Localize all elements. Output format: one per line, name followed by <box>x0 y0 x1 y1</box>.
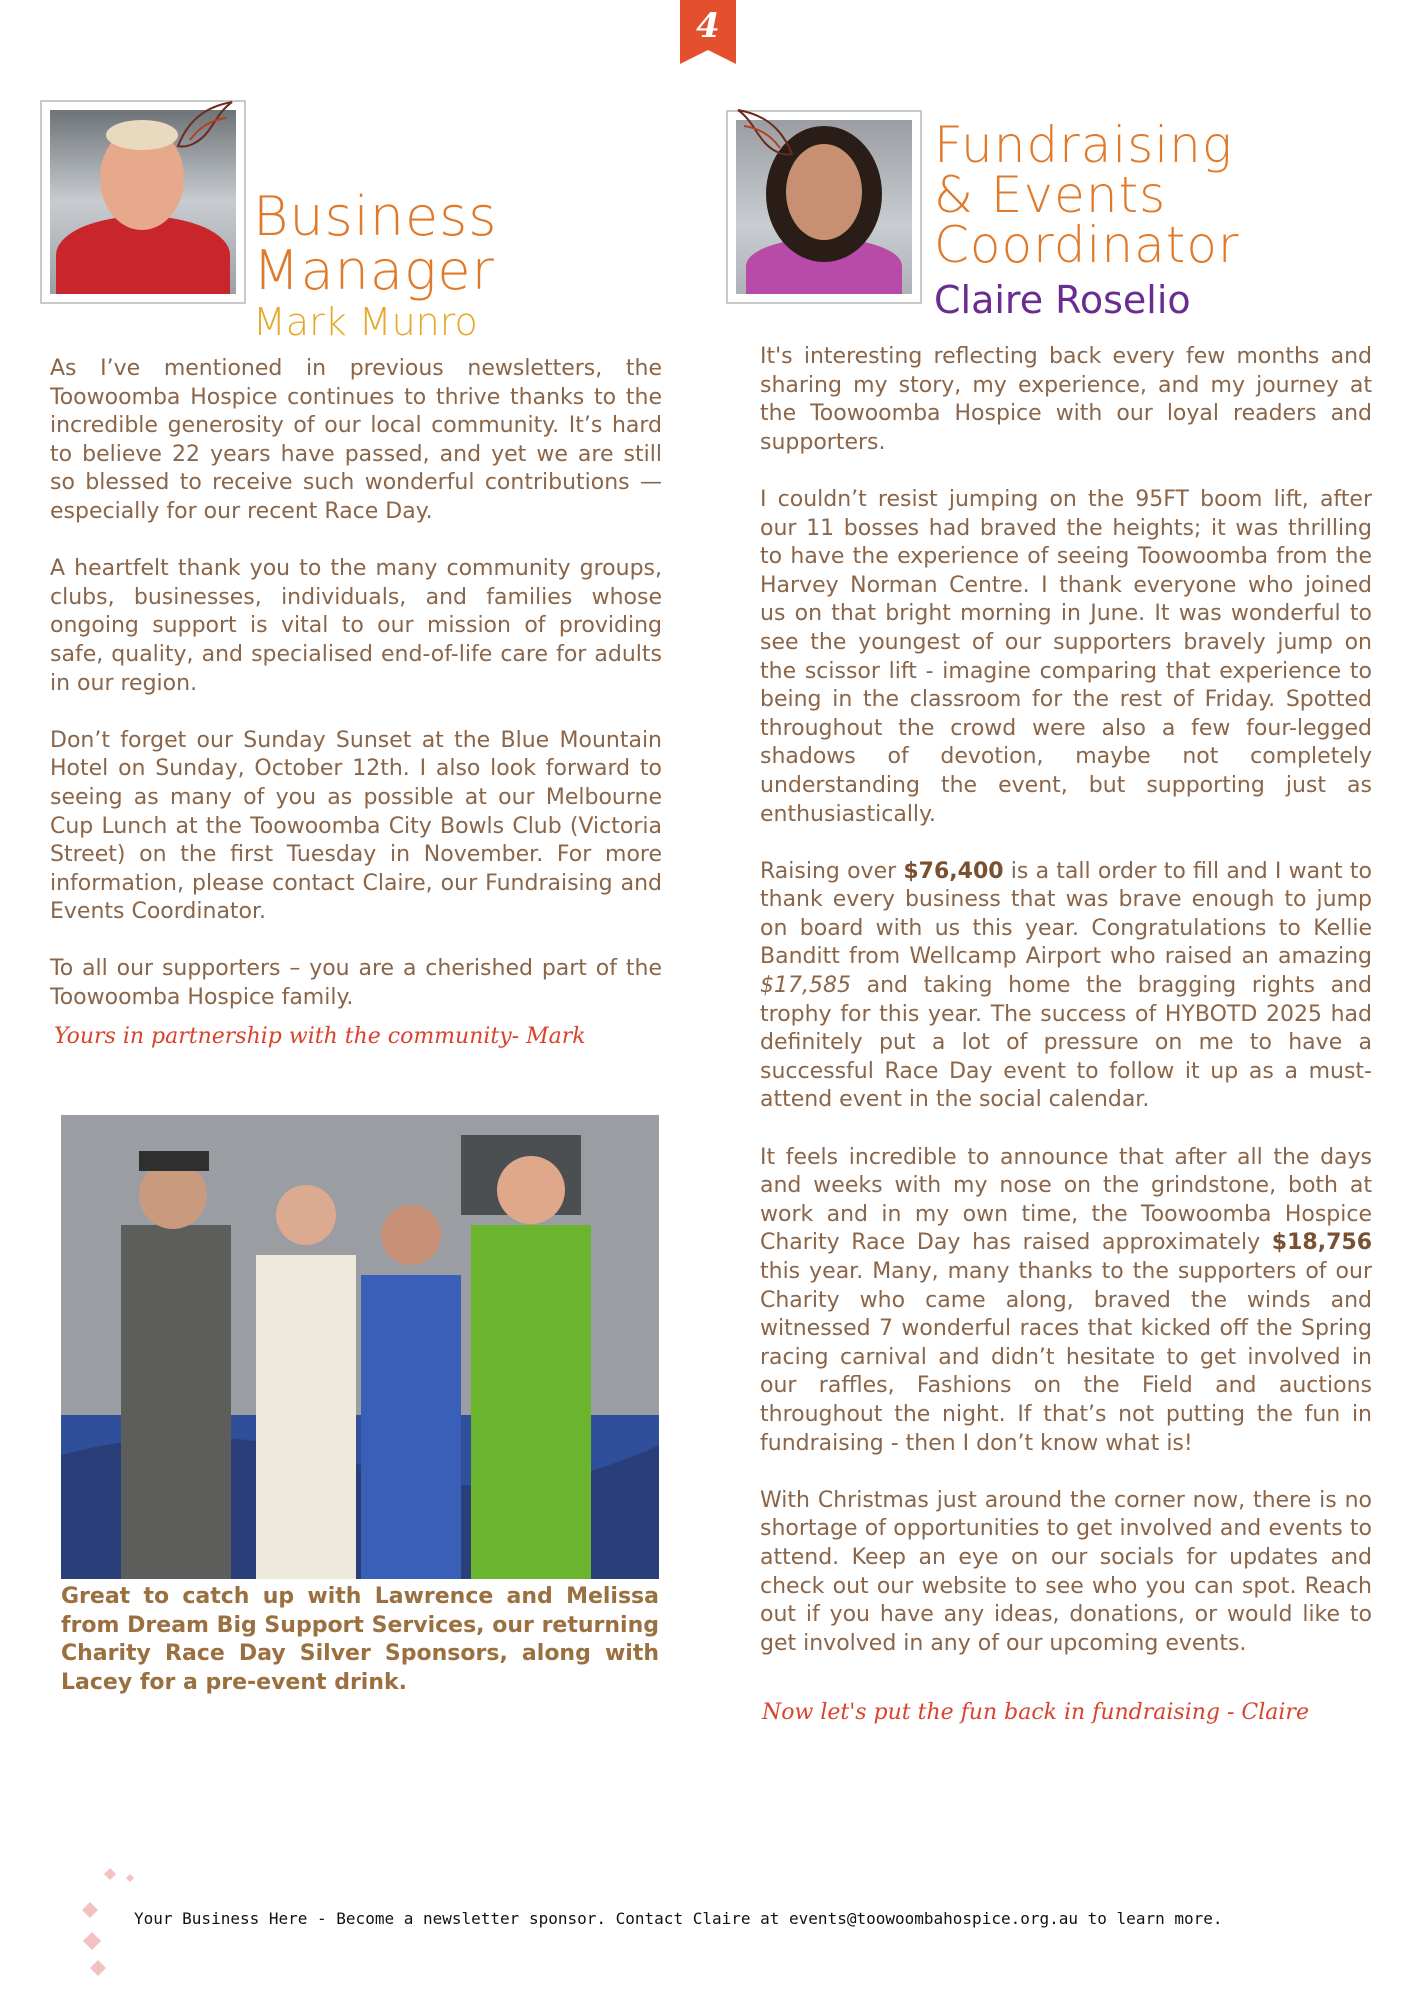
role-title-line-2: & Events <box>934 166 1167 224</box>
butterfly-icon <box>170 96 240 166</box>
person-name: Claire Roselio <box>934 278 1191 322</box>
paragraph <box>760 1144 1372 1459</box>
paragraph: As I’ve mentioned in previous newsletters, the Toowoomba Hospice continues to thrive thanks to the incredible generosity of our local community. It’s hard to believe 22 years have passed, and yet we are still so blessed to receive such wonderful contributions — especially for our recent Race Day. <box>50 356 662 524</box>
text-span: and taking home the bragging rights and trophy for this year. The success of HYBOTD 2025 had definitely put a lot of pressure on me to have a successful Race Day event to follow it up as a must-attend event in the social calendar. <box>760 973 1372 1113</box>
group-photo-illustration <box>61 1115 659 1579</box>
text-span: Raising over <box>760 858 904 884</box>
text-span: is a tall order to fill and I want to thank every business that was brave enough to jump on board with us this year. Congratulations to Kellie Banditt from Wellcamp Airport who raised an amazing <box>760 858 1372 970</box>
coordinator-letter <box>760 343 1372 1658</box>
photo-caption: Great to catch up with Lawrence and Melissa from Dream Big Support Services, our returning Charity Race Day Silver Sponsors, along with Lacey for a pre-event drink. <box>61 1584 659 1695</box>
role-title-line-3: Coordinator <box>934 216 1240 274</box>
person-name: Mark Munro <box>253 300 478 344</box>
footer-sponsor-note: Your Business Here - Become a newsletter sponsor. Contact Claire at events@toowoombahospice.org.au to learn more. <box>134 1909 1223 1928</box>
paragraph <box>760 858 1372 1115</box>
business-manager-heading <box>253 185 713 344</box>
text-span: It feels incredible to announce that after all the days and weeks with my nose on the grindstone, both at work and in my own time, the Toowoomba Hospice Charity Race Day has raised approximately <box>760 1144 1372 1256</box>
page-number-badge <box>680 0 736 64</box>
paragraph: It's interesting reflecting back every few months and sharing my story, my experience, and my journey at the Toowoomba Hospice with our loyal readers and supporters. <box>760 344 1372 455</box>
group-photo <box>61 1115 659 1579</box>
page-number: 4 <box>696 6 720 46</box>
paragraph: I couldn’t resist jumping on the 95FT boom lift, after our 11 bosses had braved the heights; it was thrilling to have the experience of seeing Toowoomba from the Harvey Norman Centre. I thank everyone who joined us on that bright morning in June. It was wonderful to see the youngest of our supporters bravely jump on the scissor lift - imagine comparing that experience to being in the classroom for the rest of Friday. Spotted throughout the crowd were also a few four-legged shadows of devotion, maybe not completely understanding the event, but supporting just as enthusiastically. <box>760 486 1372 827</box>
highlight-amount: $18,756 <box>1271 1230 1372 1256</box>
coordinator-heading <box>934 116 1374 322</box>
role-title-line-1: Fundraising <box>934 116 1233 174</box>
text-span: this year. Many, many thanks to the supporters of our Charity who came along, braved the winds and witnessed 7 wonderful races that kicked off the Spring racing carnival and didn’t hesitate to get involved in our raffles, Fashions on the Field and auctions throughout the night. If that’s not putting the fun in fundraising - then I don’t know what is! <box>760 1259 1372 1456</box>
paragraph: To all our supporters – you are a cherished part of the Toowoomba Hospice family. <box>50 956 662 1011</box>
coordinator-signoff: Now let's put the fun back in fundraising - Claire <box>762 1700 1309 1725</box>
highlight-amount: $17,585 <box>760 973 851 999</box>
business-manager-letter <box>50 355 662 1013</box>
highlight-amount: $76,400 <box>903 858 1004 884</box>
paragraph: Don’t forget our Sunday Sunset at the Blue Mountain Hotel on Sunday, October 12th. I also look forward to seeing as many of you as possible at our Melbourne Cup Lunch at the Toowoomba City Bowls Club (Victoria Street) on the first Tuesday in November. For more information, please contact Claire, our Fundraising and Events Coordinator. <box>50 727 662 925</box>
paragraph: A heartfelt thank you to the many community groups, clubs, businesses, individuals, and families whose ongoing support is vital to our mission of providing safe, quality, and specialised end-of-life care for adults in our region. <box>50 556 662 696</box>
paragraph: With Christmas just around the corner now, there is no shortage of opportunities to get involved and events to attend. Keep an eye on our socials for updates and check out our website to see who you can spot. Reach out if you have any ideas, donations, or would like to get involved in any of our upcoming events. <box>760 1487 1372 1656</box>
butterfly-icon <box>730 104 800 174</box>
role-title: Business Manager <box>253 185 498 302</box>
business-manager-signoff: Yours in partnership with the community- Mark <box>54 1024 586 1049</box>
